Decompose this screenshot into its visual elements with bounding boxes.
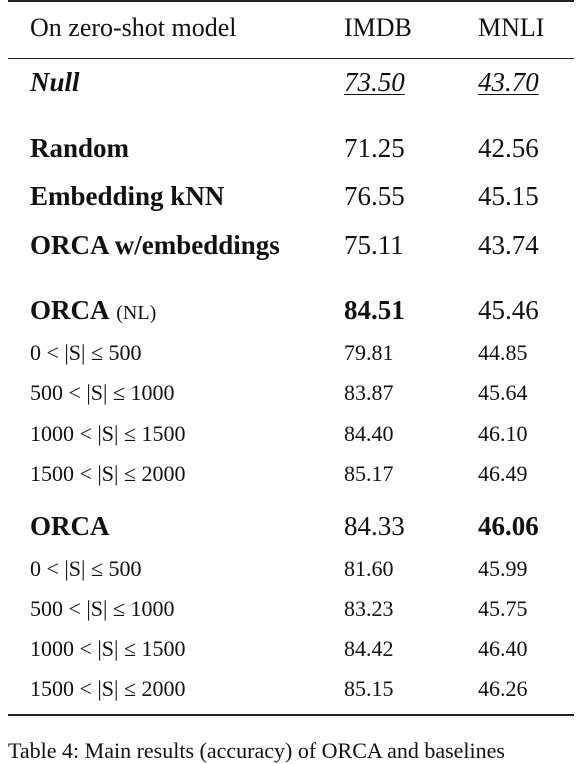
imdb-value: 76.55 (344, 181, 405, 211)
mnli-value: 44.85 (478, 340, 528, 365)
table-row-orca-nl (0, 290, 578, 330)
row-label: 1500 < |S| ≤ 2000 (30, 676, 186, 701)
mnli-value: 42.56 (478, 133, 539, 163)
row-label: ORCA (30, 511, 110, 541)
table-header-row (0, 8, 578, 48)
table-row-orca-embeddings (0, 225, 578, 265)
mnli-value: 45.99 (478, 556, 528, 581)
row-label: 1000 < |S| ≤ 1500 (30, 636, 186, 661)
table-subrow (0, 373, 578, 413)
mnli-value: 43.74 (478, 230, 539, 260)
mnli-value: 46.40 (478, 636, 528, 661)
table-header-rule (8, 58, 574, 59)
table-subrow (0, 333, 578, 373)
imdb-value: 84.33 (344, 511, 405, 541)
mnli-value: 46.06 (478, 511, 539, 541)
mnli-value: 46.10 (478, 421, 528, 446)
imdb-value: 73.50 (344, 67, 405, 97)
imdb-value: 81.60 (344, 556, 394, 581)
header-mnli: MNLI (478, 13, 545, 42)
row-label: 1500 < |S| ≤ 2000 (30, 461, 186, 486)
header-model: On zero-shot model (30, 13, 237, 42)
imdb-value: 83.87 (344, 380, 394, 405)
table-subrow (0, 549, 578, 589)
table-row-null (0, 62, 578, 102)
table-subrow (0, 669, 578, 709)
table-subrow (0, 414, 578, 454)
mnli-value: 45.15 (478, 181, 539, 211)
row-label: Random (30, 133, 130, 163)
row-label: Null (30, 67, 80, 97)
row-label: ORCA w/embeddings (30, 230, 280, 260)
table-row-embedding-knn (0, 176, 578, 216)
imdb-value: 83.23 (344, 596, 394, 621)
mnli-value: 45.46 (478, 295, 539, 325)
row-label: Embedding kNN (30, 181, 225, 211)
row-label: 0 < |S| ≤ 500 (30, 340, 142, 365)
orca-nl-suffix: (NL) (116, 302, 157, 324)
imdb-value: 84.42 (344, 636, 394, 661)
mnli-value: 46.49 (478, 461, 528, 486)
mnli-value: 45.64 (478, 380, 528, 405)
imdb-value: 79.81 (344, 340, 394, 365)
header-imdb: IMDB (344, 13, 412, 42)
mnli-value: 46.26 (478, 676, 528, 701)
imdb-value: 85.15 (344, 676, 394, 701)
table-caption: Table 4: Main results (accuracy) of ORCA and baselines (8, 738, 505, 763)
imdb-value: 85.17 (344, 461, 394, 486)
table-row-random (0, 128, 578, 168)
table-top-rule (8, 0, 574, 2)
table-subrow (0, 454, 578, 494)
row-label: 1000 < |S| ≤ 1500 (30, 421, 186, 446)
imdb-value: 75.11 (344, 230, 404, 260)
table-subrow (0, 629, 578, 669)
row-label: 500 < |S| ≤ 1000 (30, 596, 175, 621)
mnli-value: 43.70 (478, 67, 539, 97)
table-subrow (0, 589, 578, 629)
imdb-value: 71.25 (344, 133, 405, 163)
mnli-value: 45.75 (478, 596, 528, 621)
row-label: 0 < |S| ≤ 500 (30, 556, 142, 581)
row-label (30, 290, 156, 333)
row-label: 500 < |S| ≤ 1000 (30, 380, 175, 405)
table-bottom-rule (8, 714, 574, 716)
orca-nl-label: ORCA (30, 295, 110, 325)
table-row-orca (0, 506, 578, 546)
imdb-value: 84.40 (344, 421, 394, 446)
imdb-value: 84.51 (344, 295, 405, 325)
